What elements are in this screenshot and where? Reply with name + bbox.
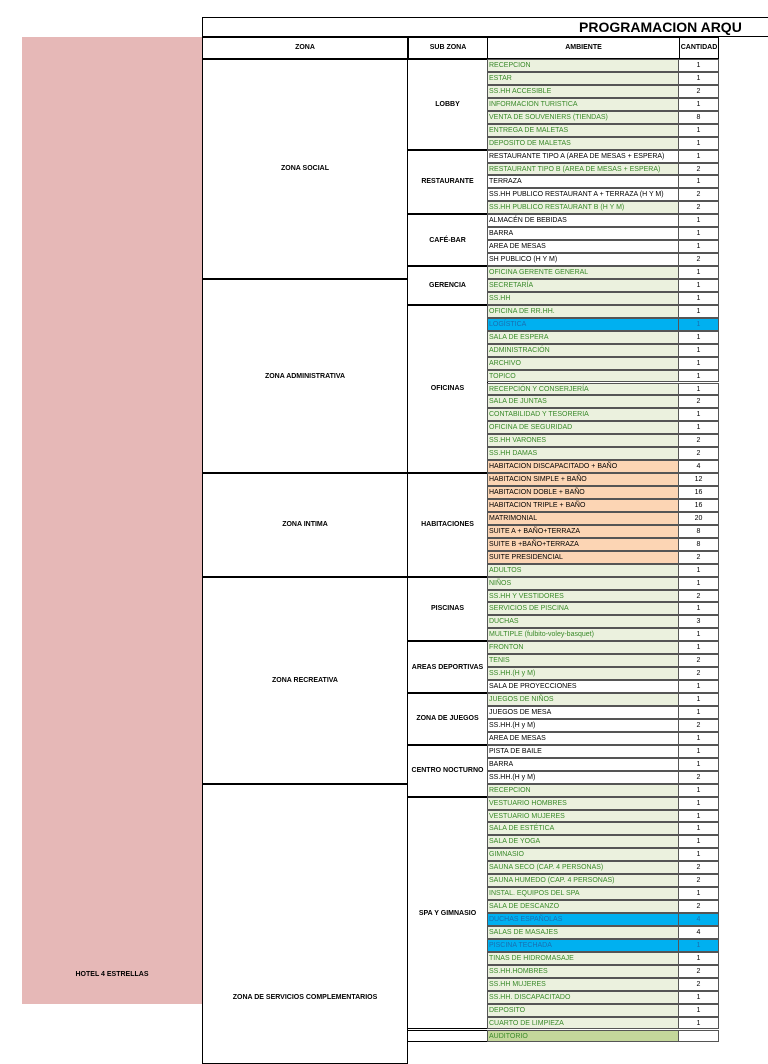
ambiente-cell: SUITE B +BAÑO+TERRAZA [487, 538, 679, 551]
table-row [487, 98, 719, 111]
table-row [487, 861, 719, 874]
cantidad-cell: 2 [679, 434, 719, 447]
ambiente-cell: DUCHAS ESPAÑOLAS [487, 913, 679, 926]
table-row [487, 305, 719, 318]
cantidad-cell: 4 [679, 460, 719, 473]
ambiente-cell: HABITACION DOBLE + BAÑO [487, 486, 679, 499]
cantidad-cell: 1 [679, 318, 719, 331]
ambiente-cell: BARRA [487, 227, 679, 240]
ambiente-cell: SUITE A + BAÑO+TERRAZA [487, 525, 679, 538]
ambiente-cell: JUEGOS DE MESA [487, 706, 679, 719]
ambiente-cell: SALA DE ESPERA [487, 331, 679, 344]
table-row [487, 654, 719, 667]
cantidad-cell: 1 [679, 72, 719, 85]
table-row [487, 952, 719, 965]
table-row [487, 874, 719, 887]
cantidad-cell: 1 [679, 602, 719, 615]
table-row [487, 395, 719, 408]
table-row [487, 124, 719, 137]
table-row [487, 331, 719, 344]
table-row [487, 913, 719, 926]
ambiente-cell: SALA DE PROYECCIONES [487, 680, 679, 693]
cantidad-cell: 1 [679, 98, 719, 111]
ambiente-cell: TERRAZA [487, 175, 679, 188]
cantidad-cell: 1 [679, 266, 719, 279]
table-row [487, 602, 719, 615]
ambiente-cell: DEPOSITO DE MALETAS [487, 137, 679, 150]
ambiente-cell: SS.HH.(H y M) [487, 719, 679, 732]
ambiente-cell: ADMINISTRACIÓN [487, 344, 679, 357]
cantidad-cell: 4 [679, 926, 719, 939]
subzona-cell: SPA Y GIMNASIO [407, 797, 488, 1030]
cantidad-cell: 1 [679, 577, 719, 590]
table-row [487, 163, 719, 176]
cantidad-cell: 2 [679, 978, 719, 991]
cantidad-cell: 1 [679, 784, 719, 797]
cantidad-cell: 1 [679, 227, 719, 240]
ambiente-cell: TOPICO [487, 370, 679, 383]
table-row [487, 227, 719, 240]
cantidad-cell: 1 [679, 214, 719, 227]
table-row [487, 965, 719, 978]
table-row [487, 835, 719, 848]
table-row [487, 848, 719, 861]
subzona-cell: RESTAURANTE [407, 150, 488, 215]
table-row [487, 551, 719, 564]
ambiente-cell: SS.HH.HOMBRES [487, 965, 679, 978]
ambiente-cell: AUDITORIO [487, 1030, 679, 1043]
table-row [487, 887, 719, 900]
table-row [487, 810, 719, 823]
cantidad-cell: 2 [679, 900, 719, 913]
cantidad-cell: 1 [679, 732, 719, 745]
cantidad-cell: 1 [679, 1017, 719, 1030]
cantidad-cell: 20 [679, 512, 719, 525]
ambiente-cell: INFORMACION TURISTICA [487, 98, 679, 111]
ambiente-cell: VESTUARIO HOMBRES [487, 797, 679, 810]
cantidad-cell: 1 [679, 124, 719, 137]
table-row [487, 732, 719, 745]
cantidad-cell: 1 [679, 331, 719, 344]
header-zona: ZONA [202, 37, 408, 59]
zona-cell: ZONA ADMINISTRATIVA [202, 279, 408, 473]
table-row [487, 447, 719, 460]
table-row [487, 797, 719, 810]
zona-cell: ZONA DE SERVICIOS COMPLEMENTARIOS [202, 784, 408, 1064]
ambiente-cell: CONTABILIDAD Y TESORERIA [487, 408, 679, 421]
cantidad-cell: 2 [679, 163, 719, 176]
ambiente-cell: HABITACION DISCAPACITADO + BAÑO [487, 460, 679, 473]
table-row [487, 628, 719, 641]
table-row [487, 978, 719, 991]
ambiente-cell: JUEGOS DE NIÑOS [487, 693, 679, 706]
cantidad-cell: 2 [679, 861, 719, 874]
cantidad-cell: 1 [679, 822, 719, 835]
table-row [487, 473, 719, 486]
table-row [487, 72, 719, 85]
cantidad-cell: 1 [679, 421, 719, 434]
cantidad-cell: 2 [679, 719, 719, 732]
ambiente-cell: OFICINA DE RR.HH. [487, 305, 679, 318]
table-row [487, 460, 719, 473]
ambiente-cell: RECEPCION [487, 59, 679, 72]
ambiente-cell: SALA DE YOGA [487, 835, 679, 848]
table-row [487, 926, 719, 939]
subzona-cell: PISCINAS [407, 577, 488, 642]
cantidad-cell: 1 [679, 641, 719, 654]
table-row [487, 667, 719, 680]
cantidad-cell: 1 [679, 279, 719, 292]
cantidad-cell: 2 [679, 771, 719, 784]
cantidad-cell: 1 [679, 564, 719, 577]
ambiente-cell: AREA DE MESAS [487, 240, 679, 253]
table-row [487, 421, 719, 434]
ambiente-cell: SS.HH.(H y M) [487, 667, 679, 680]
table-row [487, 201, 719, 214]
ambiente-cell: OFICINA DE SEGURIDAD [487, 421, 679, 434]
cantidad-cell: 1 [679, 240, 719, 253]
table-row [487, 900, 719, 913]
ambiente-cell: SS.HH [487, 292, 679, 305]
ambiente-cell: ESTAR [487, 72, 679, 85]
table-row [487, 590, 719, 603]
table-row [487, 758, 719, 771]
table-row [487, 822, 719, 835]
ambiente-cell: ADULTOS [487, 564, 679, 577]
table-row [487, 1004, 719, 1017]
table-row [487, 266, 719, 279]
table-row [487, 1017, 719, 1030]
ambiente-cell: RECEPCIÓN Y CONSERJERÍA [487, 383, 679, 396]
subzona-cell: CAFÉ-BAR [407, 214, 488, 266]
ambiente-cell: SH PUBLICO (H Y M) [487, 253, 679, 266]
ambiente-cell: CUARTO DE LIMPIEZA [487, 1017, 679, 1030]
cantidad-cell: 3 [679, 615, 719, 628]
cantidad-cell: 2 [679, 188, 719, 201]
cantidad-cell: 8 [679, 525, 719, 538]
ambiente-cell: SAUNA HUMEDO (CAP. 4 PERSONAS) [487, 874, 679, 887]
ambiente-cell: INSTAL. EQUIPOS DEL SPA [487, 887, 679, 900]
ambiente-cell: RESTAURANT TIPO B (AREA DE MESAS + ESPERA) [487, 163, 679, 176]
cantidad-cell: 2 [679, 447, 719, 460]
cantidad-cell: 16 [679, 499, 719, 512]
ambiente-cell: SALAS DE MASAJES [487, 926, 679, 939]
table-row [487, 719, 719, 732]
ambiente-cell: ALMACÉN DE BEBIDAS [487, 214, 679, 227]
subzona-cell: HABITACIONES [407, 473, 488, 577]
table-row [487, 577, 719, 590]
cantidad-cell: 2 [679, 395, 719, 408]
table-row [487, 292, 719, 305]
subzona-cell: LOBBY [407, 59, 488, 150]
table-row [487, 240, 719, 253]
table-row [487, 344, 719, 357]
cantidad-cell: 2 [679, 965, 719, 978]
table-row [487, 214, 719, 227]
table-row [487, 784, 719, 797]
ambiente-cell: VESTUARIO MUJERES [487, 810, 679, 823]
cantidad-cell: 1 [679, 797, 719, 810]
table-row [487, 641, 719, 654]
cantidad-cell: 1 [679, 745, 719, 758]
ambiente-cell: BARRA [487, 758, 679, 771]
cantidad-cell: 1 [679, 175, 719, 188]
ambiente-cell: HABITACION SIMPLE + BAÑO [487, 473, 679, 486]
cantidad-cell: 1 [679, 370, 719, 383]
ambiente-cell: DUCHAS [487, 615, 679, 628]
cantidad-cell: 1 [679, 706, 719, 719]
cantidad-cell: 2 [679, 253, 719, 266]
cantidad-cell: 2 [679, 85, 719, 98]
ambiente-cell: SAUNA SECO (CAP. 4 PERSONAS) [487, 861, 679, 874]
subzona-cell [407, 1030, 488, 1043]
cantidad-cell: 1 [679, 408, 719, 421]
subzona-cell: CENTRO NOCTURNO [407, 745, 488, 797]
table-row [487, 538, 719, 551]
cantidad-cell: 1 [679, 810, 719, 823]
header-cantidad: CANTIDAD [679, 37, 719, 59]
table-row [487, 175, 719, 188]
ambiente-cell: TENIS [487, 654, 679, 667]
cantidad-cell: 2 [679, 551, 719, 564]
cantidad-cell: 1 [679, 848, 719, 861]
zona-cell: ZONA INTIMA [202, 473, 408, 577]
table-row [487, 991, 719, 1004]
cantidad-cell: 1 [679, 59, 719, 72]
cantidad-cell: 2 [679, 201, 719, 214]
ambiente-cell: GIMNASIO [487, 848, 679, 861]
ambiente-cell: VENTA DE SOUVENIERS (TIENDAS) [487, 111, 679, 124]
ambiente-cell: OFICINA GERENTE GENERAL [487, 266, 679, 279]
cantidad-cell: 1 [679, 835, 719, 848]
ambiente-cell: SALA DE DESCANZO [487, 900, 679, 913]
table-row [487, 525, 719, 538]
cantidad-cell: 1 [679, 758, 719, 771]
table-row [487, 59, 719, 72]
ambiente-cell: RECEPCION [487, 784, 679, 797]
table-row [487, 939, 719, 952]
ambiente-cell: SS.HH MUJERES [487, 978, 679, 991]
ambiente-cell: SS.HH ACCESIBLE [487, 85, 679, 98]
ambiente-cell: SALA DE ESTÉTICA [487, 822, 679, 835]
table-row [487, 279, 719, 292]
table-row [487, 680, 719, 693]
ambiente-cell: SERVICIOS DE PISCINA [487, 602, 679, 615]
subzona-cell: OFICINAS [407, 305, 488, 473]
cantidad-cell: 1 [679, 952, 719, 965]
cantidad-cell: 1 [679, 991, 719, 1004]
ambiente-cell: SS.HH VARONES [487, 434, 679, 447]
cantidad-cell: 1 [679, 137, 719, 150]
table-row [487, 771, 719, 784]
cantidad-cell: 12 [679, 473, 719, 486]
table-row [487, 564, 719, 577]
ambiente-cell: MATRIMONIAL [487, 512, 679, 525]
header-subzona: SUB ZONA [408, 37, 488, 59]
table-row [487, 1030, 719, 1043]
ambiente-cell: SALA DE JUNTAS [487, 395, 679, 408]
ambiente-cell: ENTREGA DE MALETAS [487, 124, 679, 137]
cantidad-cell: 2 [679, 667, 719, 680]
table-row [487, 357, 719, 370]
ambiente-cell: PISTA DE BAILE [487, 745, 679, 758]
table-row [487, 486, 719, 499]
table-row [487, 434, 719, 447]
cantidad-cell: 1 [679, 150, 719, 163]
table-row [487, 745, 719, 758]
zona-cell: ZONA RECREATIVA [202, 577, 408, 784]
title-bar [202, 17, 768, 37]
cantidad-cell: 8 [679, 111, 719, 124]
ambiente-cell: SS.HH PUBLICO RESTAURANT B (H Y M) [487, 201, 679, 214]
cantidad-cell: 1 [679, 693, 719, 706]
ambiente-cell: AREA DE MESAS [487, 732, 679, 745]
cantidad-cell: 4 [679, 913, 719, 926]
table-row [487, 111, 719, 124]
table-row [487, 512, 719, 525]
ambiente-cell: RESTAURANTE TIPO A (AREA DE MESAS + ESPERA) [487, 150, 679, 163]
hotel-column [22, 37, 202, 1004]
cantidad-cell: 1 [679, 1004, 719, 1017]
ambiente-cell: PISCINA TECHADA [487, 939, 679, 952]
ambiente-cell: SS.HH.(H y M) [487, 771, 679, 784]
subzona-cell: AREAS DEPORTIVAS [407, 641, 488, 693]
ambiente-cell: LOGÍSTICA [487, 318, 679, 331]
table-row [487, 706, 719, 719]
header-ambiente: AMBIENTE [487, 37, 680, 59]
table-row [487, 137, 719, 150]
cantidad-cell: 1 [679, 305, 719, 318]
cantidad-cell: 1 [679, 628, 719, 641]
table-row [487, 383, 719, 396]
subzona-cell: GERENCIA [407, 266, 488, 305]
table-row [487, 370, 719, 383]
table-row [487, 615, 719, 628]
ambiente-cell: DEPOSITO [487, 1004, 679, 1017]
ambiente-cell: SS.HH DAMAS [487, 447, 679, 460]
table-row [487, 85, 719, 98]
zona-cell: ZONA SOCIAL [202, 59, 408, 279]
cantidad-cell: 1 [679, 680, 719, 693]
cantidad-cell: 2 [679, 590, 719, 603]
ambiente-cell: SECRETARÍA [487, 279, 679, 292]
cantidad-cell: 8 [679, 538, 719, 551]
cantidad-cell: 16 [679, 486, 719, 499]
cantidad-cell [679, 1030, 719, 1043]
cantidad-cell: 2 [679, 874, 719, 887]
table-row [487, 253, 719, 266]
ambiente-cell: ARCHIVO [487, 357, 679, 370]
ambiente-cell: SS.HH Y VESTIDORES [487, 590, 679, 603]
table-row [487, 693, 719, 706]
ambiente-cell: TINAS DE HIDROMASAJE [487, 952, 679, 965]
cantidad-cell: 1 [679, 383, 719, 396]
page-title: PROGRAMACION ARQU [579, 19, 742, 35]
hotel-label: HOTEL 4 ESTRELLAS [75, 971, 149, 978]
table-row [487, 150, 719, 163]
ambiente-cell: HABITACION TRIPLE + BAÑO [487, 499, 679, 512]
cantidad-cell: 1 [679, 939, 719, 952]
ambiente-cell: NIÑOS [487, 577, 679, 590]
cantidad-cell: 1 [679, 357, 719, 370]
cantidad-cell: 2 [679, 654, 719, 667]
table-row [487, 188, 719, 201]
ambiente-cell: SS.HH. DISCAPACITADO [487, 991, 679, 1004]
ambiente-cell: MULTIPLE (fulbito-voley-basquet) [487, 628, 679, 641]
cantidad-cell: 1 [679, 292, 719, 305]
cantidad-cell: 1 [679, 887, 719, 900]
subzona-cell: ZONA DE JUEGOS [407, 693, 488, 745]
ambiente-cell: SS.HH PUBLICO RESTAURANT A + TERRAZA (H Y M) [487, 188, 679, 201]
table-row [487, 408, 719, 421]
ambiente-cell: SUITE PRESIDENCIAL [487, 551, 679, 564]
ambiente-cell: FRONTON [487, 641, 679, 654]
cantidad-cell: 1 [679, 344, 719, 357]
table-row [487, 318, 719, 331]
table-row [487, 499, 719, 512]
